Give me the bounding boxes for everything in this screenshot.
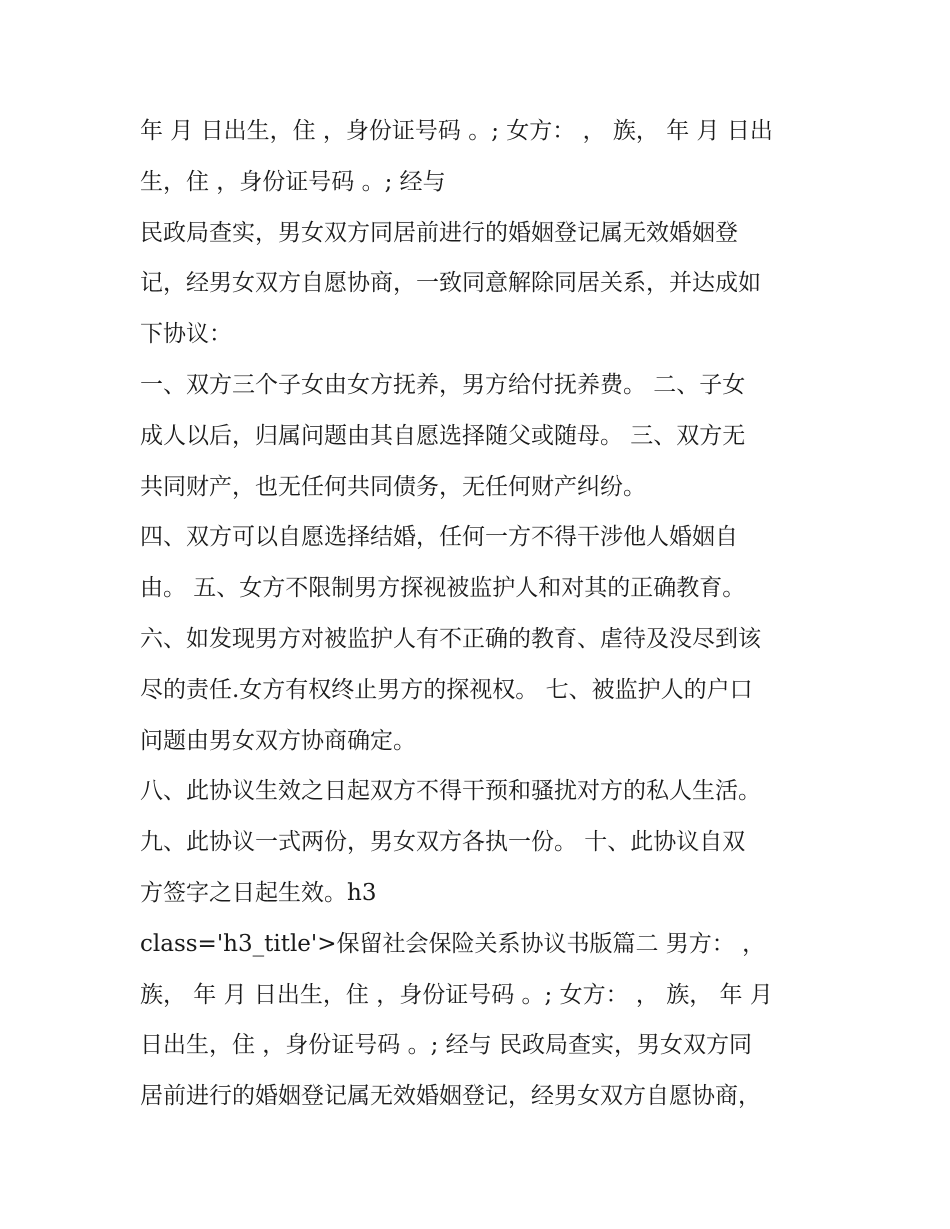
text-line: 记，经男女双方自愿协商，一致同意解除同居关系，并达成如 [140, 270, 761, 297]
text-line: 问题由男女双方协商确定。 [140, 727, 416, 754]
text-line: 六、如发现男方对被监护人有不正确的教育、虐待及没尽到该 [140, 625, 761, 652]
text-line: 下协议： [140, 321, 232, 348]
text-line: 居前进行的婚姻登记属无效婚姻登记，经男女双方自愿协商， [140, 1083, 761, 1110]
text-line: 共同财产，也无任何共同债务，无任何财产纠纷。 [140, 473, 646, 500]
text-line: 日出生，住 ，身份证号码 。; 经与 民政局查实，男女双方同 [140, 1032, 752, 1059]
text-line: 族， 年 月 日出生，住 ，身份证号码 。; 女方： ， 族， 年 月 [140, 981, 773, 1008]
text-line: 一、双方三个子女由女方抚养，男方给付抚养费。 二、子女 [140, 371, 746, 398]
text-line: 成人以后，归属问题由其自愿选择随父或随母。 三、双方无 [140, 422, 746, 449]
text-line: 尽的责任.女方有权终止男方的探视权。 七、被监护人的户口 [140, 676, 753, 703]
text-line: 方签字之日起生效。h3 [140, 879, 377, 906]
text-line: 生，住 ，身份证号码 。; 经与 [140, 168, 446, 195]
text-line: class='h3_title'>保留社会保险关系协议书版篇二 男方： ， [140, 930, 766, 957]
text-line: 四、双方可以自愿选择结婚，任何一方不得干涉他人婚姻自 [140, 524, 738, 551]
text-line: 八、此协议生效之日起双方不得干预和骚扰对方的私人生活。 [140, 778, 761, 805]
text-line: 九、此协议一式两份，男女双方各执一份。 十、此协议自双 [140, 829, 746, 856]
text-line: 年 月 日出生，住 ，身份证号码 。; 女方： ， 族， 年 月 日出 [140, 118, 773, 144]
document-body [140, 106, 830, 1122]
text-line: 民政局查实，男女双方同居前进行的婚姻登记属无效婚姻登 [140, 219, 738, 246]
text-line: 由。 五、女方不限制男方探视被监护人和对其的正确教育。 [140, 575, 746, 602]
